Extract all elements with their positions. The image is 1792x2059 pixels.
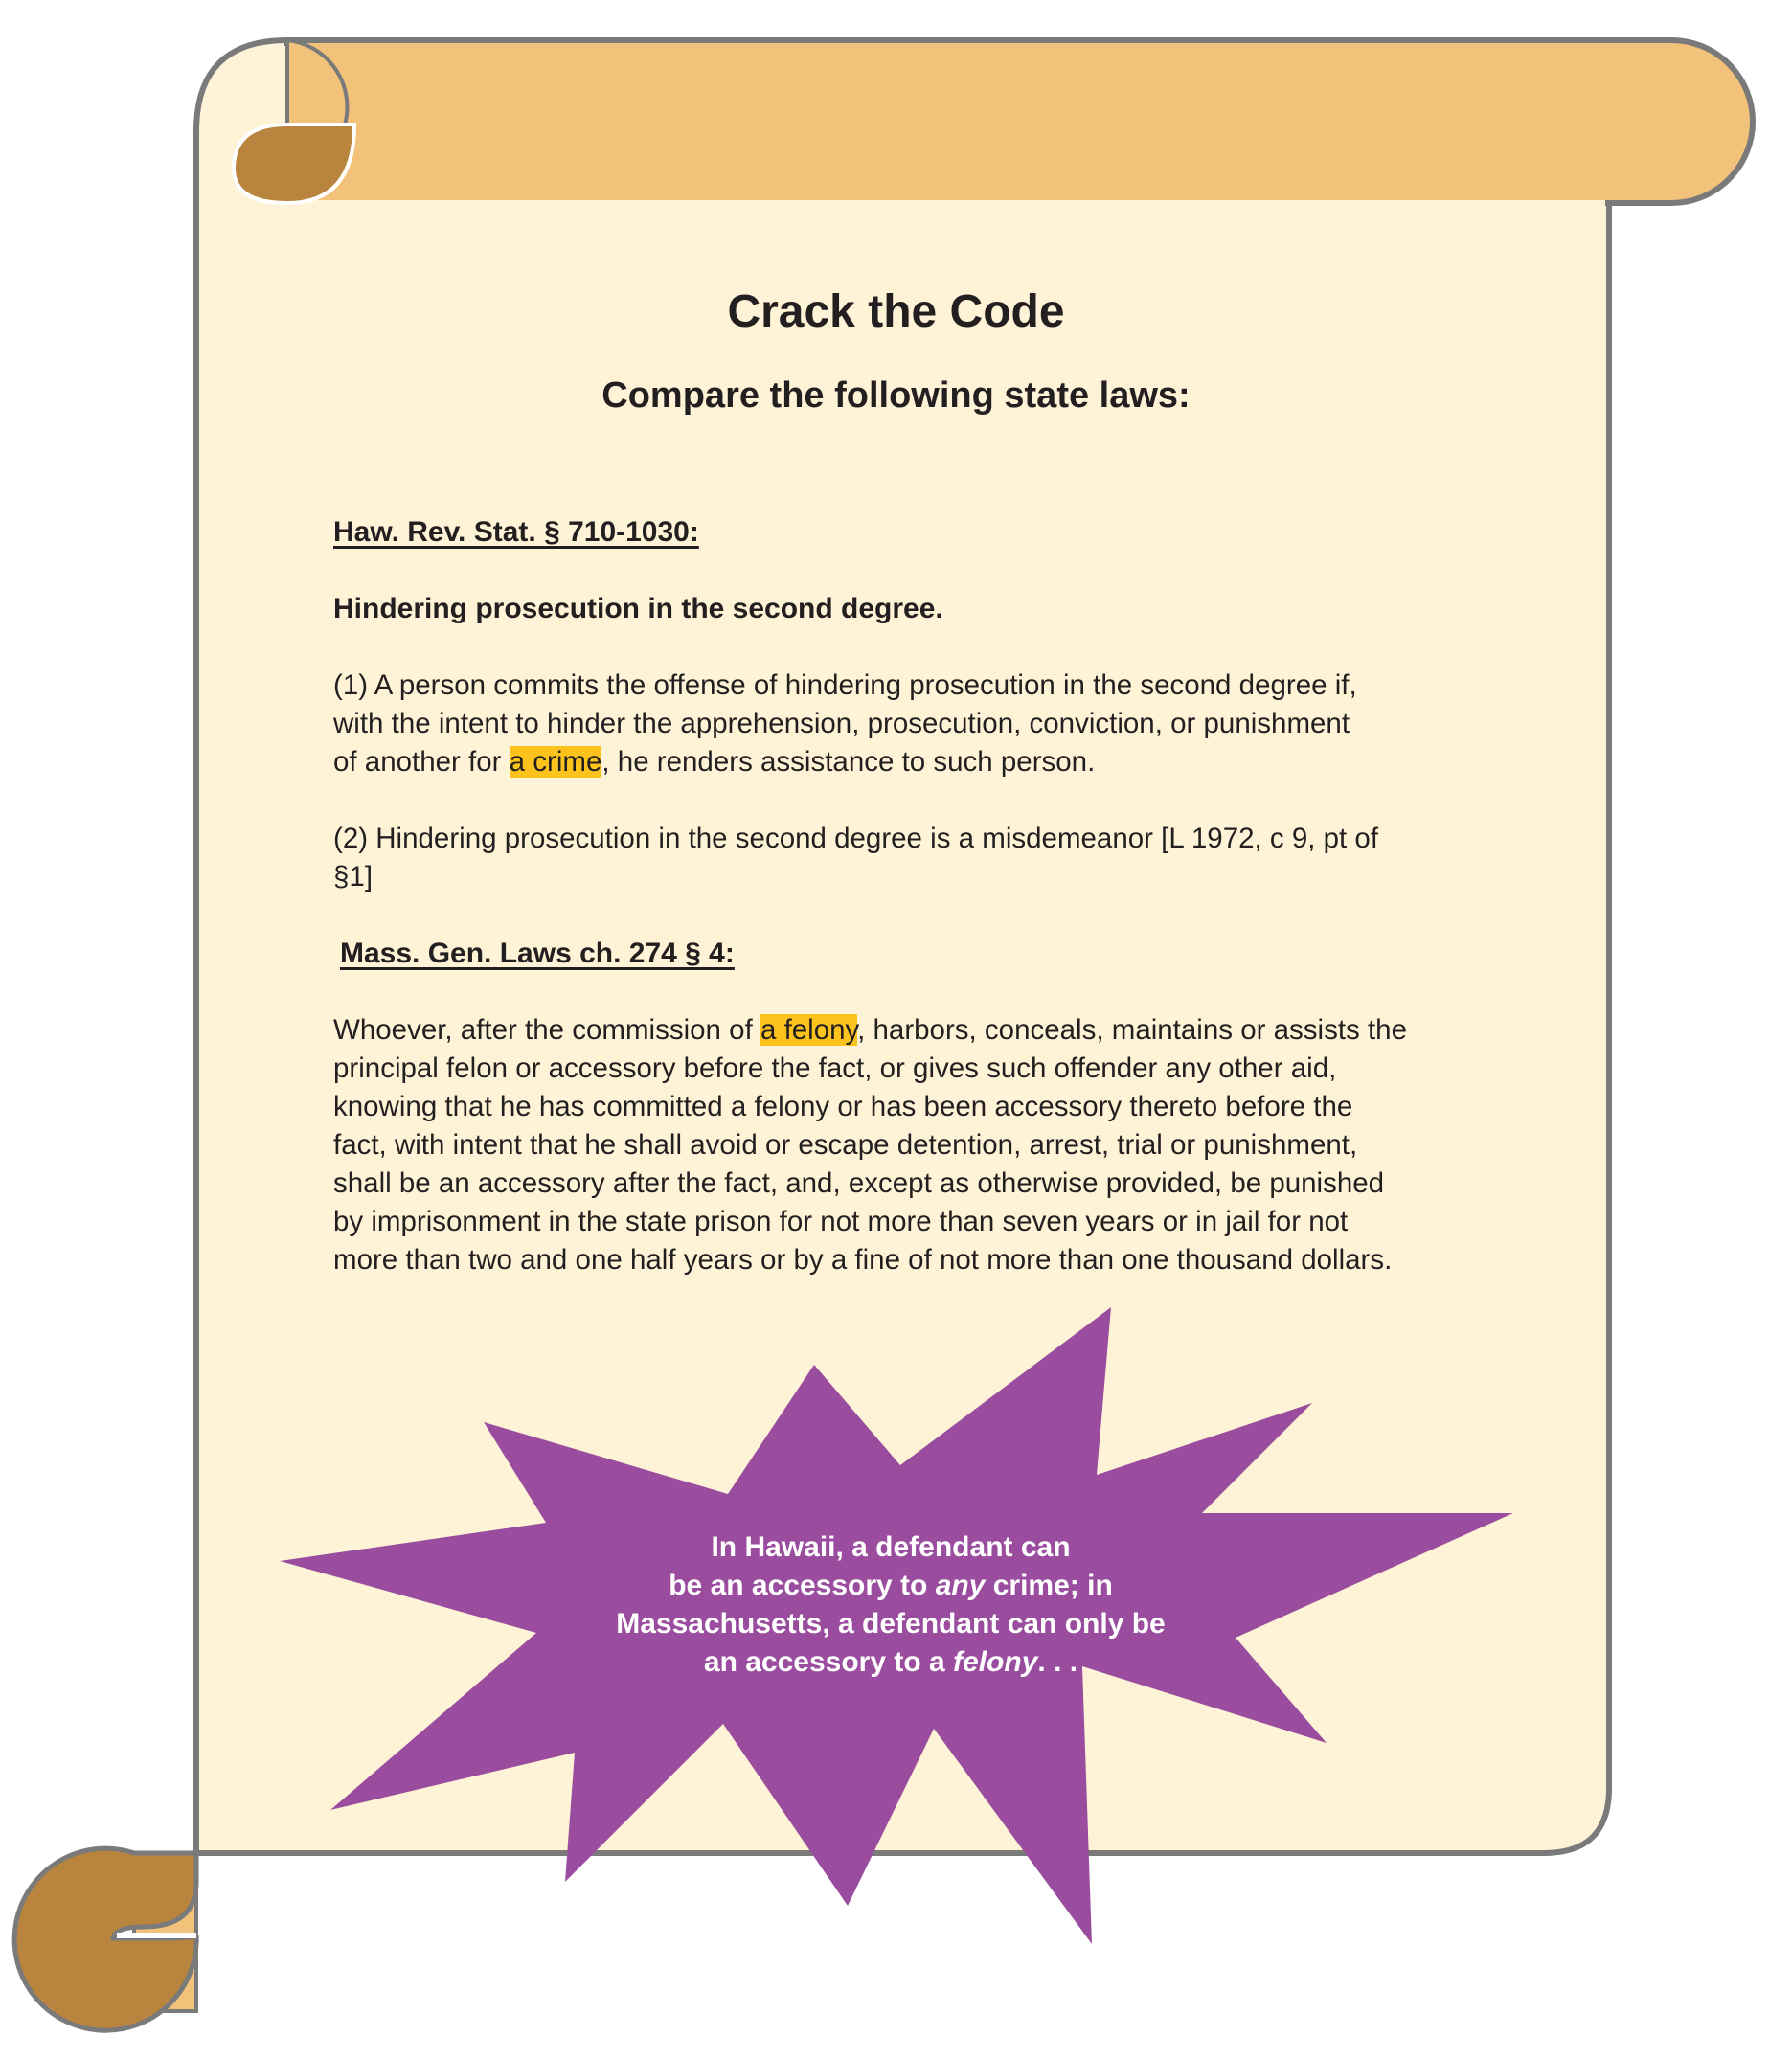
text-segment: an accessory to a xyxy=(703,1646,954,1678)
text-line: knowing that he has committed a felony or has been accessory thereto before the xyxy=(333,1091,1353,1122)
massachusetts-paragraph xyxy=(333,1011,1483,1279)
callout-line: In Hawaii, a defendant can xyxy=(711,1531,1071,1563)
emphasis-any: any xyxy=(935,1570,986,1601)
massachusetts-statute-heading: Mass. Gen. Laws ch. 274 § 4: xyxy=(340,938,735,969)
text-line: (1) A person commits the offense of hindering prosecution in the second degree if, xyxy=(333,669,1357,701)
text-line: (2) Hindering prosecution in the second degree is a misdemeanor [L 1972, c 9, pt of xyxy=(333,823,1379,854)
highlight-a-crime: a crime xyxy=(509,746,602,778)
text-line: by imprisonment in the state prison for not more than seven years or in jail for not xyxy=(333,1206,1349,1237)
hawaii-statute-subheading: Hindering prosecution in the second degree. xyxy=(333,593,943,624)
highlight-a-felony: a felony xyxy=(760,1014,858,1046)
hawaii-paragraph-1 xyxy=(333,667,1483,781)
text-line xyxy=(333,1011,1483,1050)
callout-line: Massachusetts, a defendant can only be xyxy=(616,1608,1166,1640)
scroll-top-roll xyxy=(287,40,1753,203)
text-segment: , he renders assistance to such person. xyxy=(601,746,1096,778)
text-segment: of another for xyxy=(333,746,510,778)
text-line: shall be an accessory after the fact, and, except as otherwise provided, be punished xyxy=(333,1167,1385,1199)
text-segment: Whoever, after the commission of xyxy=(333,1014,760,1046)
hawaii-statute-heading: Haw. Rev. Stat. § 710-1030: xyxy=(333,516,699,548)
page-title: Crack the Code xyxy=(727,286,1065,337)
text-line: fact, with intent that he shall avoid or escape detention, arrest, trial or punishment, xyxy=(333,1129,1358,1161)
page-subtitle: Compare the following state laws: xyxy=(601,375,1191,416)
callout-line xyxy=(584,1643,1197,1682)
text-segment: crime; in xyxy=(985,1570,1113,1601)
callout-line xyxy=(584,1567,1197,1605)
hawaii-paragraph-2 xyxy=(333,820,1483,896)
text-segment: , harbors, conceals, maintains or assists the xyxy=(857,1014,1407,1046)
scroll-bottom-curl xyxy=(14,1848,196,2030)
text-line: with the intent to hinder the apprehension, prosecution, conviction, or punishment xyxy=(333,708,1350,739)
text-line xyxy=(333,743,1483,781)
text-line: more than two and one half years or by a fine of not more than one thousand dollars. xyxy=(333,1244,1393,1276)
text-line: principal felon or accessory before the fact, or gives such offender any other aid, xyxy=(333,1052,1337,1084)
text-line: §1] xyxy=(333,861,374,893)
emphasis-felony: felony xyxy=(953,1646,1038,1678)
text-segment: . . . xyxy=(1037,1646,1078,1678)
text-segment: be an accessory to xyxy=(669,1570,936,1601)
starburst-callout-text xyxy=(584,1528,1197,1682)
